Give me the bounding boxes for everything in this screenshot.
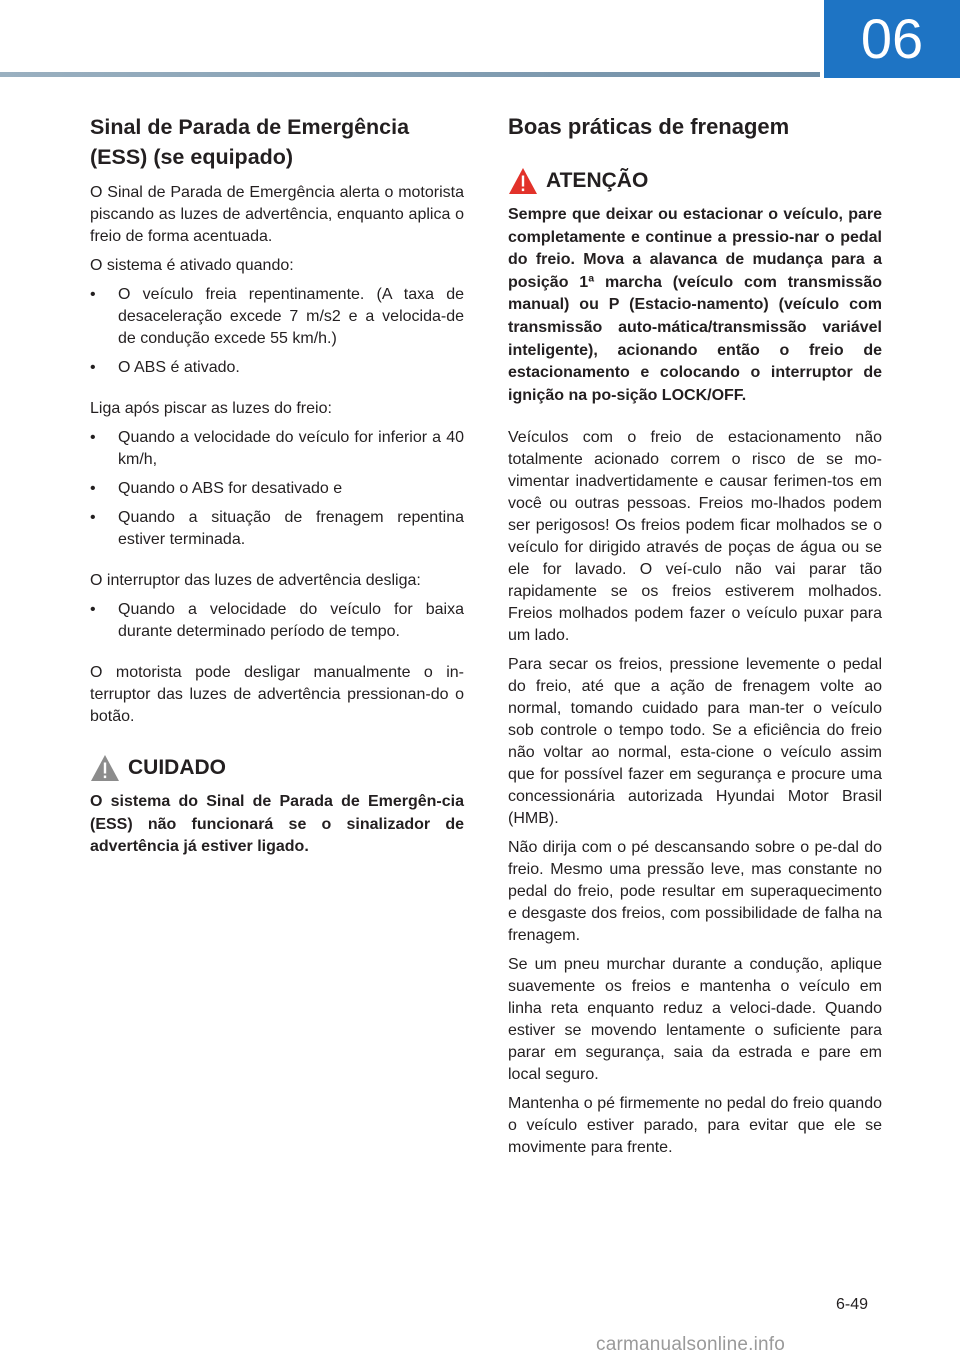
list-item: • Quando a velocidade do veículo for baixa durante determinado período de tempo.	[90, 601, 464, 640]
caution-warning-icon	[90, 754, 120, 782]
list-item: • O ABS é ativado.	[90, 359, 240, 376]
left-column	[90, 112, 464, 879]
attention-title: ATENÇÃO	[546, 169, 649, 192]
ess-intro: O Sinal de Parada de Emergência alerta o motorista piscando as luzes de advertência, enquanto aplica o freio de forma acentuada.	[90, 184, 464, 245]
off-list	[90, 599, 464, 643]
activated-list	[90, 284, 464, 379]
list-item: • Quando a situação de frenagem repentina estiver terminada.	[90, 509, 464, 548]
attention-text: Sempre que deixar ou estacionar o veículo, pare completamente e continue a pressio-nar o pedal do freio. Mova a alavanca de mudança para a posição 1ª marcha (veículo com transmissão manual) ou P (Estacio-namento) (veículo com transmissão auto-mática/transmissão variável inteligente), acionando então o freio de estacionamento e colocando o interruptor de ignição na po-sição LOCK/OFF.	[508, 206, 882, 404]
list-item: • Quando a velocidade do veículo for inferior a 40 km/h,	[90, 429, 464, 468]
ess-heading: Sinal de Parada de Emergência (ESS) (se equipado)	[90, 115, 410, 169]
caution-header	[90, 753, 464, 783]
list-item: • O veículo freia repentinamente. (A taxa de desaceleração excede 7 m/s2 e a velocida-de de condução excede 55 km/h.)	[90, 286, 464, 347]
paragraph: Não dirija com o pé descansando sobre o pe-dal do freio. Mesmo uma pressão leve, mas constante no pedal do freio, pode resultar em superaquecimento e desgaste dos freios, com possibilidade de falha na frenagem.	[508, 839, 882, 945]
braking-heading: Boas práticas de frenagem	[508, 114, 790, 139]
attention-header	[508, 166, 882, 196]
manual-off-text: O motorista pode desligar manualmente o in-terruptor das luzes de advertência pressionan-do o botão.	[90, 664, 464, 725]
off-title: O interruptor das luzes de advertência desliga:	[90, 572, 421, 589]
caution-title: CUIDADO	[128, 756, 226, 779]
right-column	[508, 112, 882, 1166]
paragraph: Se um pneu murchar durante a condução, aplique suavemente os freios e mantenha o veículo em linha reta enquanto reduz a veloci-dade. Quando estiver se movendo lentamente o suficiente para parar em segurança, saia da estrada e pare em local seguro.	[508, 956, 882, 1084]
caution-text: O sistema do Sinal de Parada de Emergên-cia (ESS) não funcionará se o sinalizador de advertência já estiver ligado.	[90, 793, 464, 856]
activated-title: O sistema é ativado quando:	[90, 257, 294, 274]
paragraph: Para secar os freios, pressione levemente o pedal do freio, até que a ação de frenagem volte ao normal, tomando cuidado para man-ter o veículo sob controle o tempo todo. Se a eficiência do freio não voltar ao normal, esta-cione o veículo assim que for possível fazer em segurança e procure uma concessionária autorizada Hyundai Motor Brasil (HMB).	[508, 656, 882, 828]
page-number: 6-49	[836, 1296, 869, 1313]
paragraph: Veículos com o freio de estacionamento não totalmente acionado correm o risco de se mo-vimentar inadvertidamente e causar ferimen-tos em você ou outras pessoas. Freios mo-lhados podem ser perigosos! Os freios podem ficar molhados se o veículo for dirigido através de poças de água ou se ele for lavado. O veí-culo não vai parar tão rapidamente se os freios estiverem molhados. Freios molhados podem fazer o veículo puxar para um lado.	[508, 429, 882, 645]
list-item: • Quando o ABS for desativado e	[90, 480, 343, 497]
lights-title: Liga após piscar as luzes do freio:	[90, 400, 332, 417]
chapter-tab: 06	[824, 0, 960, 78]
header-rule	[0, 72, 820, 77]
paragraph: Mantenha o pé firmemente no pedal do freio quando o veículo estiver parado, para evitar que ele se movimente para frente.	[508, 1095, 882, 1157]
lights-list	[90, 427, 464, 551]
watermark: carmanualsonline.info	[596, 1334, 786, 1355]
attention-warning-icon	[508, 167, 538, 195]
